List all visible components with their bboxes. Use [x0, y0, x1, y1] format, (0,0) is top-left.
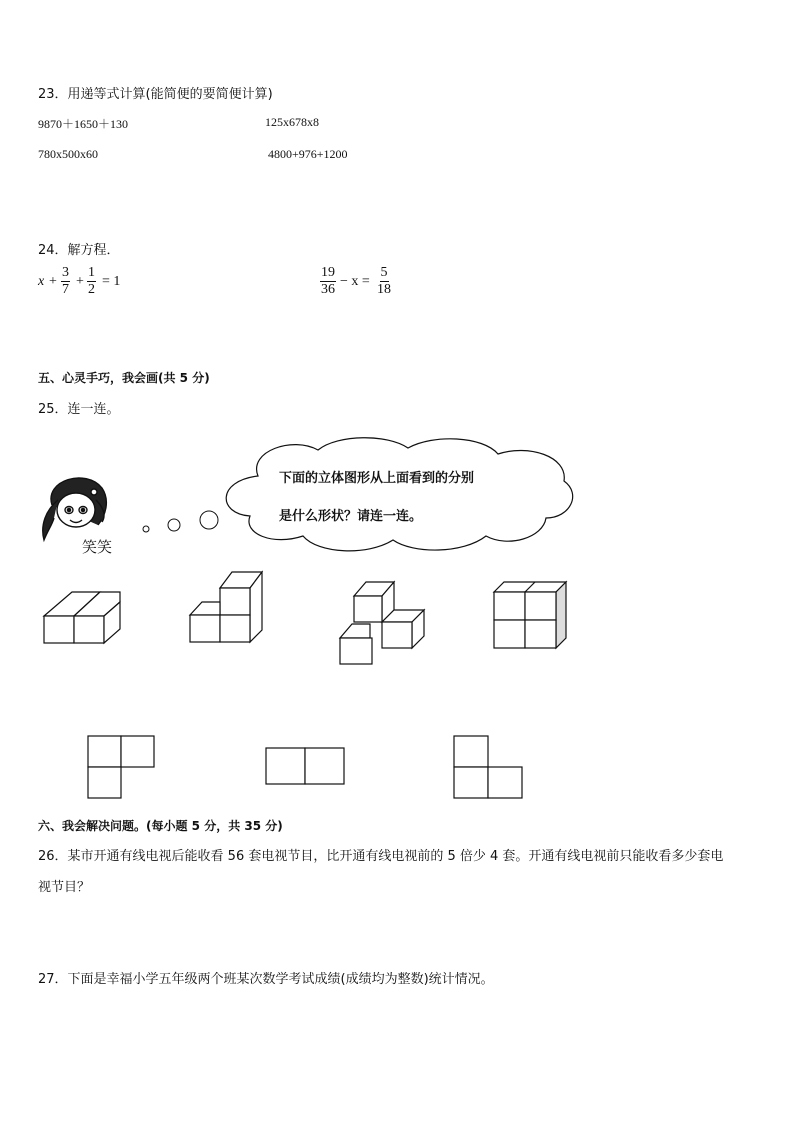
eq1-fraction-2	[87, 265, 96, 298]
eq1-plus-2: +	[76, 274, 84, 289]
bubble-line-2: 是什么形状？请连一连。	[279, 509, 423, 524]
q23-item-1: 9870＋1650＋130	[38, 117, 129, 131]
q24-heading: 24．解方程．	[38, 243, 120, 258]
eq2-fraction-2	[376, 265, 392, 298]
q23-item-4: 4800+976+1200	[268, 147, 348, 161]
eq1-f2-numerator: 1	[88, 265, 95, 280]
bubble-line-1: 下面的立体图形从上面看到的分别	[279, 471, 475, 486]
q23-item-3: 780x500x60	[38, 147, 98, 161]
q26-line-2: 视节目？	[38, 880, 91, 895]
eq1-variable: x	[38, 274, 45, 289]
q23-heading: 23．用递等式计算(能简便的要简便计算)	[38, 87, 273, 102]
solid-figure-2	[188, 570, 268, 645]
q26-line-1: 26．某市开通有线电视后能收看 56 套电视节目，比开通有线电视前的 5 倍少 4 套。开通有线电视前只能收看多少套电	[38, 849, 724, 864]
q23-item-2: 125x678x8	[265, 115, 319, 129]
eq2-minus-x: − x =	[340, 274, 370, 289]
eq2-f2-numerator: 5	[380, 265, 388, 280]
top-view-1	[88, 736, 158, 800]
speech-cloud	[218, 436, 582, 556]
section-6-heading: 六、我会解决问题。(每小题 5 分，共 35 分)	[38, 819, 283, 833]
eq1-f1-numerator: 3	[62, 265, 69, 280]
eq1-f2-denominator: 2	[88, 282, 95, 297]
q25-heading: 25．连一连。	[38, 402, 120, 417]
q27-line-1: 27．下面是幸福小学五年级两个班某次数学考试成绩(成绩均为整数)统计情况。	[38, 972, 494, 987]
solid-figure-1	[44, 588, 124, 646]
eq2-f1-denominator: 36	[321, 282, 335, 297]
thought-dots	[140, 508, 220, 538]
eq2-fraction-1	[320, 265, 336, 298]
eq2-f2-denominator: 18	[377, 282, 391, 297]
eq2-f1-numerator: 19	[321, 265, 335, 280]
top-view-3	[454, 736, 526, 800]
top-view-2	[266, 748, 346, 786]
solid-figure-4	[492, 580, 572, 652]
section-5-heading: 五、心灵手巧，我会画(共 5 分)	[38, 371, 210, 385]
eq1-plus-1: +	[49, 274, 57, 289]
eq1-rhs: = 1	[102, 274, 121, 289]
solid-figure-3	[338, 578, 430, 668]
eq1-f1-denominator: 7	[62, 282, 69, 297]
eq1-fraction-1	[61, 265, 70, 298]
girl-label: 笑笑	[82, 538, 113, 556]
